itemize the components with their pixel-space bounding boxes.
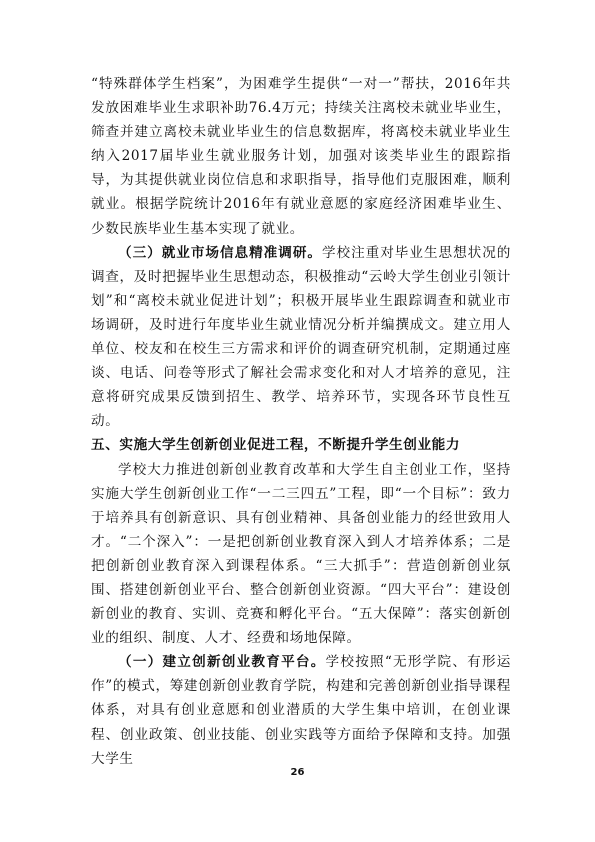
paragraph-1-text: “特殊群体学生档案”，为困难学生提供“一对一”帮扶，2016年共发放困难毕业生求职补助76.4万元；持续关注离校未就业毕业生，筛查并建立离校未就业毕业生的信息数据库，将离校未就业毕业生纳入2017届毕业生就业服务计划，加强对该类毕业生的跟踪指导，为其提供就业岗位信息和求职指导，指导他们克服困难，顺利就业。根据学院统计2016年有就业意愿的家庭经济困难毕业生、少数民族毕业生基本实现了就业。: [91, 76, 511, 237]
paragraph-2-text: 学校注重对毕业生思想状况的调查，及时把握毕业生思想动态，积极推动“云岭大学生创业引领计划”和“离校未就业促进计划”；积极开展毕业生跟踪调查和就业市场调研，及时进行年度毕业生就业情况分析并编撰成文。建立用人单位、校友和在校生三方需求和评价的调查研究机制，定期通过座谈、电话、问卷等形式了解社会需求变化和对人才培养的意见，注意将研究成果反馈到招生、教学、培养环节，实现各环节良性互动。: [91, 244, 511, 430]
paragraph-4-text: 学校按照“无形学院、有形运作”的模式，筹建创新创业教育学院，构建和完善创新创业指导课程体系，对具有创业意愿和创业潜质的大学生集中培训，在创业课程、创业政策、创业技能、创业实践等方面给予保障和支持。加强大学生: [91, 654, 511, 767]
paragraph-4: [91, 650, 511, 770]
paragraph-3-text: 学校大力推进创新创业教育改革和大学生自主创业工作，坚持实施大学生创新创业工作“一二三四五”工程，即“一个目标”：致力于培养具有创新意识、具有创业精神、具备创业能力的经世致用人才。“二个深入”：一是把创新创业教育深入到人才培养体系；二是把创新创业教育深入到课程体系。“三大抓手”：营造创新创业氛围、搭建创新创业平台、整合创新创业资源。“四大平台”：建设创新创业的教育、实训、竞赛和孵化平台。“五大保障”：落实创新创业的组织、制度、人才、经费和场地保障。: [91, 461, 511, 647]
document-body: [91, 72, 511, 771]
paragraph-1: [91, 72, 511, 241]
paragraph-4-lead: （一）建立创新创业教育平台。: [118, 654, 326, 671]
page-number: 26: [290, 767, 305, 778]
section-heading: 五、实施大学生创新创业促进工程，不断提升学生创业能力: [91, 437, 461, 454]
paragraph-2: [91, 241, 511, 434]
paragraph-3: [91, 458, 511, 651]
paragraph-2-lead: （三）就业市场信息精准调研。: [118, 244, 322, 261]
